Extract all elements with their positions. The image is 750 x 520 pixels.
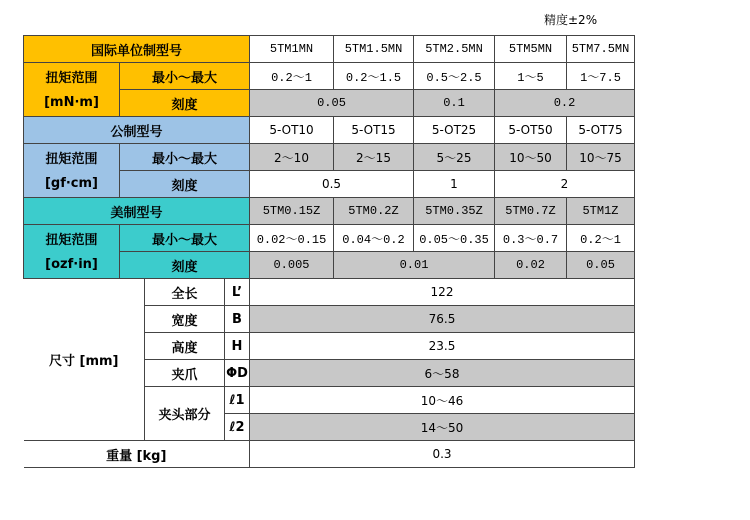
metric-unit: [gf·cm]: [24, 171, 120, 198]
dim-name: 全长: [145, 279, 225, 306]
us-model-label: 美制型号: [24, 198, 250, 225]
dimensions-label: 尺寸 [mm]: [24, 279, 145, 441]
metric-model: 5-OT75: [567, 117, 635, 144]
us-torque-label: 扭矩范围: [24, 225, 120, 252]
intl-model: 5TM1MN: [250, 36, 334, 63]
us-range: 0.05～0.35: [414, 225, 495, 252]
intl-range: 0.5～2.5: [414, 63, 495, 90]
intl-model: 5TM2.5MN: [414, 36, 495, 63]
us-model: 5TM0.2Z: [334, 198, 414, 225]
dim-value: 6～58: [250, 360, 635, 387]
metric-scale: 2: [495, 171, 635, 198]
us-model: 5TM0.35Z: [414, 198, 495, 225]
dim-symbol: ΦD: [225, 360, 250, 387]
us-minmax-label: 最小～最大: [120, 225, 250, 252]
metric-torque-label: 扭矩范围: [24, 144, 120, 171]
metric-range: 2～15: [334, 144, 414, 171]
metric-scale: 0.5: [250, 171, 414, 198]
us-range: 0.04～0.2: [334, 225, 414, 252]
intl-model: 5TM5MN: [495, 36, 567, 63]
dim-symbol: H: [225, 333, 250, 360]
us-scale: 0.005: [250, 252, 334, 279]
intl-range: 0.2～1.5: [334, 63, 414, 90]
metric-range: 10～75: [567, 144, 635, 171]
us-range: 0.3～0.7: [495, 225, 567, 252]
metric-range: 5～25: [414, 144, 495, 171]
metric-range: 2～10: [250, 144, 334, 171]
us-model: 5TM0.7Z: [495, 198, 567, 225]
dim-name: 宽度: [145, 306, 225, 333]
metric-scale: 1: [414, 171, 495, 198]
metric-model: 5-OT50: [495, 117, 567, 144]
intl-unit: [mN·m]: [24, 90, 120, 117]
intl-scale: 0.05: [250, 90, 414, 117]
intl-minmax-label: 最小～最大: [120, 63, 250, 90]
dim-name: 夹爪: [145, 360, 225, 387]
dim-symbol: ℓ1: [225, 387, 250, 414]
us-scale: 0.05: [567, 252, 635, 279]
dim-name: 高度: [145, 333, 225, 360]
metric-model: 5-OT25: [414, 117, 495, 144]
metric-range: 10～50: [495, 144, 567, 171]
chuck-label: 夹头部分: [145, 387, 225, 441]
us-model: 5TM1Z: [567, 198, 635, 225]
intl-model-label: 国际单位制型号: [24, 36, 250, 63]
dim-value: 76.5: [250, 306, 635, 333]
intl-model: 5TM7.5MN: [567, 36, 635, 63]
metric-minmax-label: 最小～最大: [120, 144, 250, 171]
weight-value: 0.3: [250, 441, 635, 468]
us-scale: 0.02: [495, 252, 567, 279]
intl-range: 0.2～1: [250, 63, 334, 90]
us-range: 0.2～1: [567, 225, 635, 252]
dim-value: 10～46: [250, 387, 635, 414]
dim-symbol: L’: [225, 279, 250, 306]
us-scale: 0.01: [334, 252, 495, 279]
dim-value: 122: [250, 279, 635, 306]
intl-range: 1～5: [495, 63, 567, 90]
dim-symbol: B: [225, 306, 250, 333]
metric-model: 5-OT15: [334, 117, 414, 144]
dim-symbol: ℓ2: [225, 414, 250, 441]
accuracy-note: 精度±2%: [544, 13, 598, 27]
us-scale-label: 刻度: [120, 252, 250, 279]
dim-value: 14～50: [250, 414, 635, 441]
intl-range: 1～7.5: [567, 63, 635, 90]
metric-model: 5-OT10: [250, 117, 334, 144]
weight-label: 重量 [kg]: [24, 441, 250, 468]
intl-scale: 0.2: [495, 90, 635, 117]
intl-scale-label: 刻度: [120, 90, 250, 117]
us-model: 5TM0.15Z: [250, 198, 334, 225]
dim-value: 23.5: [250, 333, 635, 360]
us-unit: [ozf·in]: [24, 252, 120, 279]
us-range: 0.02～0.15: [250, 225, 334, 252]
metric-model-label: 公制型号: [24, 117, 250, 144]
intl-model: 5TM1.5MN: [334, 36, 414, 63]
spec-table: [23, 35, 635, 468]
metric-scale-label: 刻度: [120, 171, 250, 198]
intl-torque-label: 扭矩范围: [24, 63, 120, 90]
intl-scale: 0.1: [414, 90, 495, 117]
